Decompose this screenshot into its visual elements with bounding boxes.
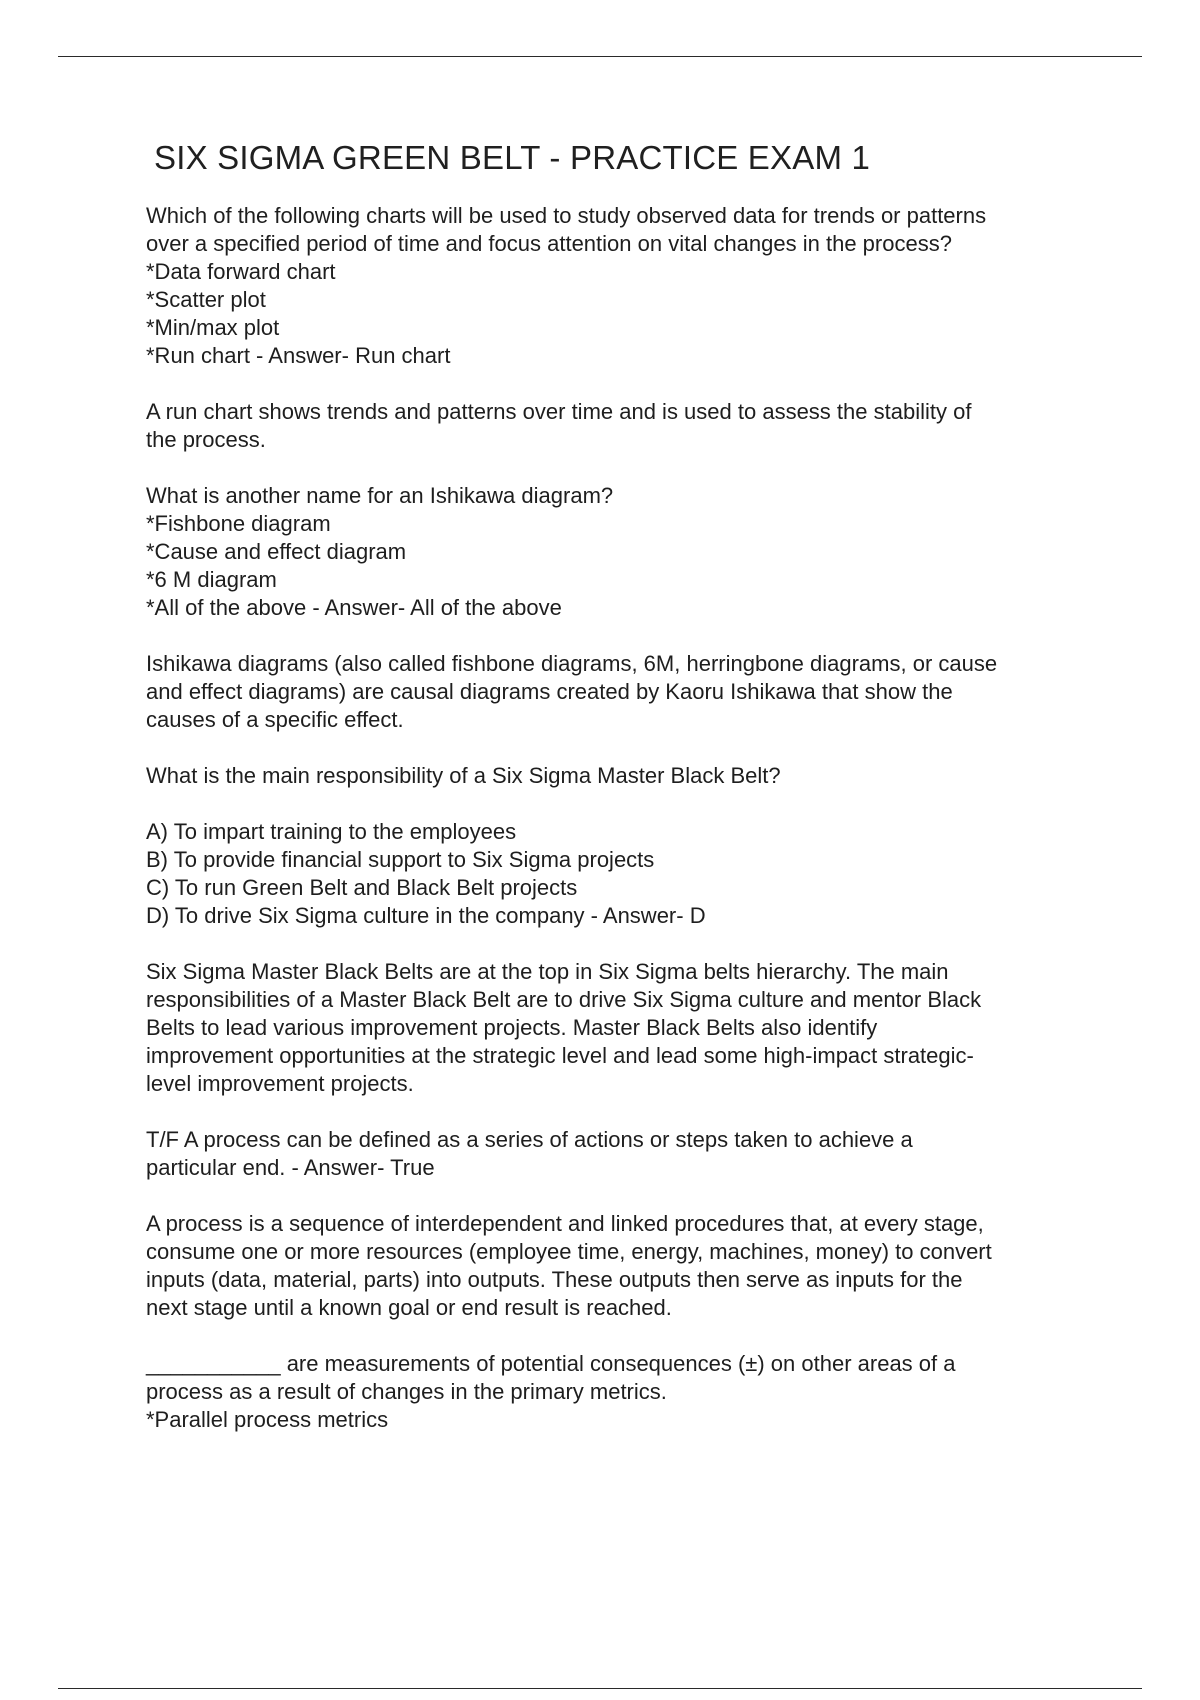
text-line: A process is a sequence of interdependent and linked procedures that, at every stage, bbox=[146, 1211, 984, 1236]
option-line: *Min/max plot bbox=[146, 315, 280, 340]
text-line: causes of a specific effect. bbox=[146, 707, 404, 732]
option-line: *Fishbone diagram bbox=[146, 511, 331, 536]
question-parallel-metrics bbox=[146, 1350, 1106, 1434]
explanation-master-black-belt bbox=[146, 958, 1106, 1098]
bottom-rule bbox=[58, 1688, 1142, 1689]
text-line: What is the main responsibility of a Six Sigma Master Black Belt? bbox=[146, 763, 781, 788]
option-line: A) To impart training to the employees bbox=[146, 819, 517, 844]
text-line: and effect diagrams) are causal diagrams created by Kaoru Ishikawa that show the bbox=[146, 679, 953, 704]
option-line: *Run chart - Answer- Run chart bbox=[146, 343, 451, 368]
option-line: *All of the above - Answer- All of the above bbox=[146, 595, 562, 620]
text-line: inputs (data, material, parts) into outputs. These outputs then serve as inputs for the bbox=[146, 1267, 963, 1292]
option-line: *Cause and effect diagram bbox=[146, 539, 407, 564]
document-page bbox=[146, 138, 1106, 1462]
top-rule bbox=[58, 56, 1142, 57]
text-line: A run chart shows trends and patterns over time and is used to assess the stability of bbox=[146, 399, 972, 424]
option-line: *6 M diagram bbox=[146, 567, 277, 592]
text-line: Which of the following charts will be used to study observed data for trends or patterns bbox=[146, 203, 987, 228]
text-line: process as a result of changes in the primary metrics. bbox=[146, 1379, 667, 1404]
text-line: Ishikawa diagrams (also called fishbone diagrams, 6M, herringbone diagrams, or cause bbox=[146, 651, 998, 676]
text-line: level improvement projects. bbox=[146, 1071, 414, 1096]
text-line: Belts to lead various improvement projects. Master Black Belts also identify bbox=[146, 1015, 878, 1040]
option-line: *Data forward chart bbox=[146, 259, 336, 284]
text-line: over a specified period of time and focus attention on vital changes in the process? bbox=[146, 231, 952, 256]
option-line: B) To provide financial support to Six Sigma projects bbox=[146, 847, 655, 872]
page-title: SIX SIGMA GREEN BELT - PRACTICE EXAM 1 bbox=[154, 139, 871, 176]
option-line: *Scatter plot bbox=[146, 287, 266, 312]
text-line: the process. bbox=[146, 427, 266, 452]
text-line: particular end. - Answer- True bbox=[146, 1155, 435, 1180]
text-line: What is another name for an Ishikawa diagram? bbox=[146, 483, 614, 508]
explanation-ishikawa bbox=[146, 650, 1106, 734]
document-body bbox=[146, 202, 1106, 1434]
text-line: next stage until a known goal or end result is reached. bbox=[146, 1295, 672, 1320]
question-master-black-belt bbox=[146, 762, 1106, 790]
text-line: T/F A process can be defined as a series of actions or steps taken to achieve a bbox=[146, 1127, 913, 1152]
question-process-definition bbox=[146, 1126, 1106, 1182]
options-master-black-belt bbox=[146, 818, 1106, 930]
question-run-chart bbox=[146, 202, 1106, 370]
text-line: Six Sigma Master Black Belts are at the top in Six Sigma belts hierarchy. The main bbox=[146, 959, 949, 984]
option-line: C) To run Green Belt and Black Belt projects bbox=[146, 875, 578, 900]
text-line: improvement opportunities at the strategic level and lead some high-impact strategic- bbox=[146, 1043, 974, 1068]
option-line: D) To drive Six Sigma culture in the company - Answer- D bbox=[146, 903, 706, 928]
option-line: *Parallel process metrics bbox=[146, 1407, 389, 1432]
text-line: ___________ are measurements of potential consequences (±) on other areas of a bbox=[146, 1351, 956, 1376]
explanation-process-definition bbox=[146, 1210, 1106, 1322]
explanation-run-chart bbox=[146, 398, 1106, 454]
text-line: responsibilities of a Master Black Belt are to drive Six Sigma culture and mentor Black bbox=[146, 987, 982, 1012]
question-ishikawa bbox=[146, 482, 1106, 622]
text-line: consume one or more resources (employee time, energy, machines, money) to convert bbox=[146, 1239, 992, 1264]
